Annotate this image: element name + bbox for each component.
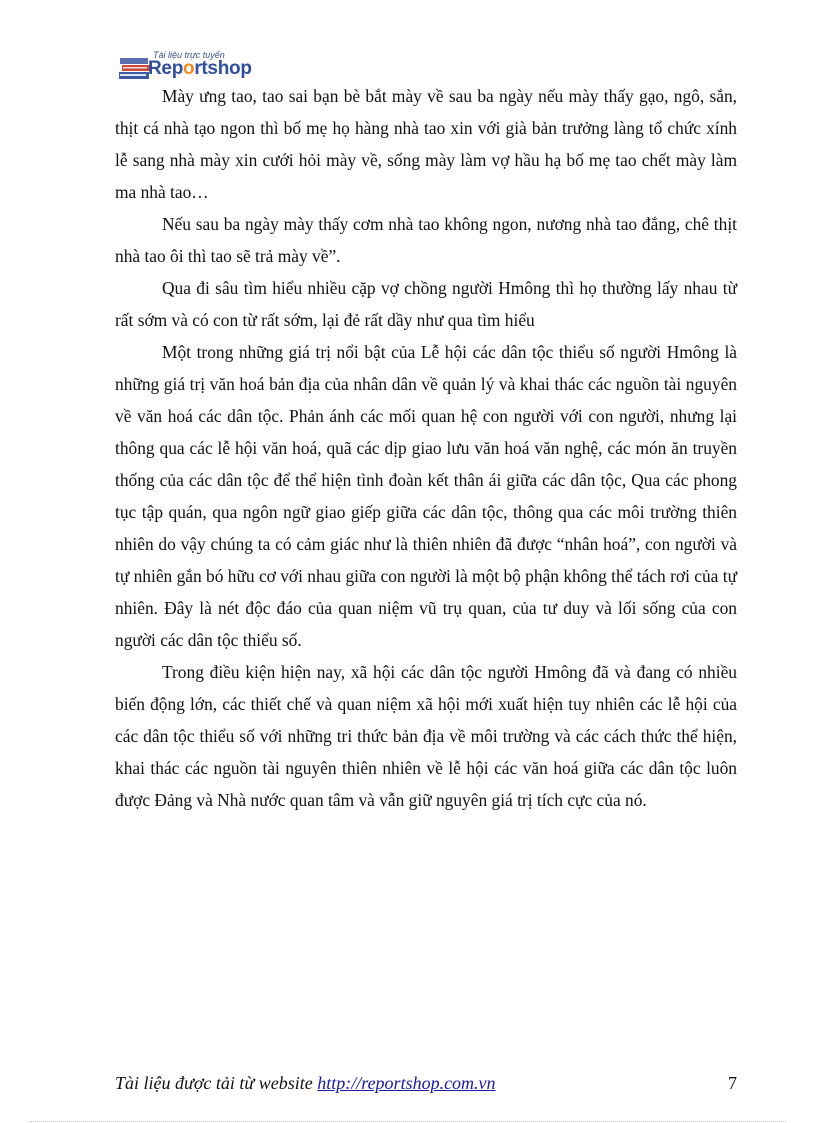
paragraph: Trong điều kiện hiện nay, xã hội các dân tộc người Hmông đã và đang có nhiều biến động lớn, các thiết chế và quan niệm xã hội mới xuất hiện tuy nhiên các lễ hội của các dân tộc thiểu số với những tri thức bản địa về môi trường và các cách thức thể hiện, khai thác các nguồn tài nguyên thiên nhiên về lễ hội các văn hoá giữa các dân tộc luôn được Đảng và Nhà nước quan tâm và vẫn giữ nguyên giá trị tích cực của nó. (115, 662, 737, 810)
paragraph: Nếu sau ba ngày mày thấy cơm nhà tao không ngon, nương nhà tao đắng, chê thịt nhà tao ôi thì tao sẽ trả mày về”. (115, 214, 737, 266)
logo-name-part3: rtshop (194, 58, 252, 79)
page-number: 7 (728, 1073, 737, 1093)
reportshop-logo (118, 48, 278, 84)
paragraph: Một trong những giá trị nổi bật của Lễ hội các dân tộc thiểu số người Hmông là những giá trị văn hoá bản địa của nhân dân về quản lý và khai thác các nguồn tài nguyên về văn hoá các dân tộc. Phản ánh các mối quan hệ con người với con người, nhưng lại thông qua các lễ hội văn hoá, quã các dịp giao lưu văn hoá văn nghệ, các món ăn truyền thống của các dân tộc để thể hiện tình đoàn kết thân ái giữa các dân tộc, Qua các phong tục tập quán, qua ngôn ngữ giao giếp giữa các dân tộc, thông qua các môi trường thiên nhiên do vậy chúng ta có cảm giác như là thiên nhiên đã được “nhân hoá”, con người và tự nhiên gắn bó hữu cơ với nhau giữa con người là một bộ phận không thể tách rơi của tự nhiên. Đây là nét độc đáo của quan niệm vũ trụ quan, của tư duy và lối sống của con người các dân tộc thiểu số. (115, 342, 737, 650)
paragraph: Mày ưng tao, tao sai bạn bè bắt mày về sau ba ngày nếu mày thấy gạo, ngô, sắn, thịt cá nhà tạo ngon thì bố mẹ họ hàng nhà tao xin với già bản trưởng làng tổ chức xính lễ sang nhà mày xin cưới hỏi mày về, sống mày làm vợ hầu hạ bố mẹ tao chết mày làm ma nhà tao… (115, 86, 737, 202)
website-link[interactable]: http://reportshop.com.vn (317, 1073, 496, 1093)
document-body (115, 80, 737, 816)
logo-name-part1: Rep (148, 58, 183, 79)
logo-name-part2: o (183, 58, 195, 79)
footer-text (115, 1073, 496, 1094)
logo-name (148, 58, 252, 80)
page-bottom-divider (30, 1121, 786, 1122)
page-footer (115, 1073, 737, 1099)
footer-label: Tài liệu được tải từ website (115, 1073, 318, 1093)
logo-tagline: Tài liệu trực tuyến (153, 50, 225, 60)
paragraph: Qua đi sâu tìm hiểu nhiều cặp vợ chồng người Hmông thì họ thường lấy nhau từ rất sớm và có con từ rất sớm, lại đẻ rất dầy như qua tìm hiểu (115, 278, 737, 330)
